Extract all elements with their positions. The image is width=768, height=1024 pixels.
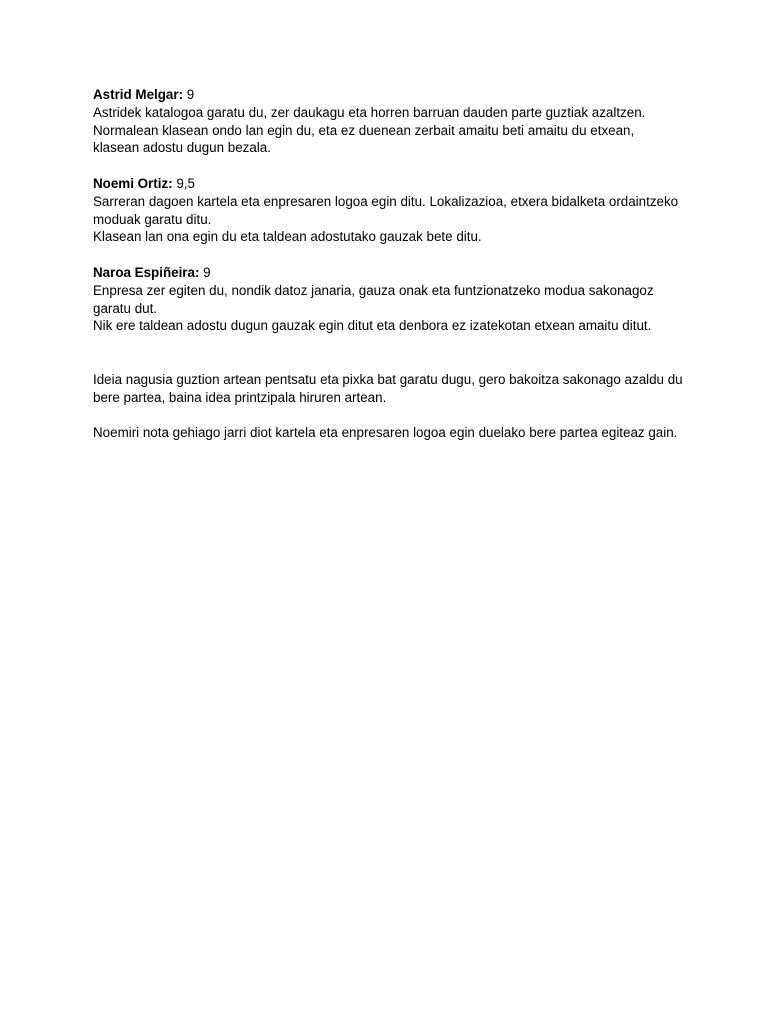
spacer	[93, 353, 683, 371]
student-grade: 9	[186, 87, 195, 102]
student-grade: 9,5	[176, 175, 195, 191]
student-name: Noemi Ortiz:	[93, 175, 173, 191]
document-page	[93, 86, 683, 460]
evaluation-text: Normalean klasean ondo lan egin du, eta ez duenean zerbait amaitu beti amaitu du etxean, klasean adostu dugun bezala.	[93, 122, 635, 156]
evaluation-text: Astridek katalogoa garatu du, zer daukagu eta horren barruan dauden parte guztiak azaltzen.	[93, 104, 646, 120]
evaluation-astrid	[93, 86, 683, 157]
summary-paragraph: Ideia nagusia guztion artean pentsatu eta pixka bat garatu dugu, gero bakoitza sakonago azaldu du bere partea, baina idea printzipala hiruren artean.	[93, 371, 683, 405]
evaluation-text: Sarreran dagoen kartela eta enpresaren logoa egin ditu. Lokalizazioa, etxera bidalketa ordaintzeko moduak garatu ditu.	[93, 193, 679, 227]
evaluation-heading	[93, 86, 683, 104]
evaluation-heading	[93, 175, 683, 193]
summary-section	[93, 371, 683, 442]
student-name: Astrid Melgar:	[93, 87, 184, 102]
student-name: Naroa Espiñeira:	[93, 264, 200, 280]
student-grade: 9	[203, 264, 211, 280]
evaluation-naroa	[93, 264, 683, 335]
evaluation-heading	[93, 264, 683, 282]
summary-paragraph: Noemiri nota gehiago jarri diot kartela eta enpresaren logoa egin duelako bere partea egiteaz gain.	[93, 425, 678, 441]
evaluation-text: Enpresa zer egiten du, nondik datoz janaria, gauza onak eta funtzionatzeko modua sakonagoz garatu dut.	[93, 282, 654, 316]
evaluation-text: Nik ere taldean adostu dugun gauzak egin ditut eta denbora ez izatekotan etxean amaitu ditut.	[93, 318, 652, 334]
evaluation-text: Klasean lan ona egin du eta taldean adostutako gauzak bete ditu.	[93, 229, 482, 245]
evaluation-noemi	[93, 175, 683, 246]
